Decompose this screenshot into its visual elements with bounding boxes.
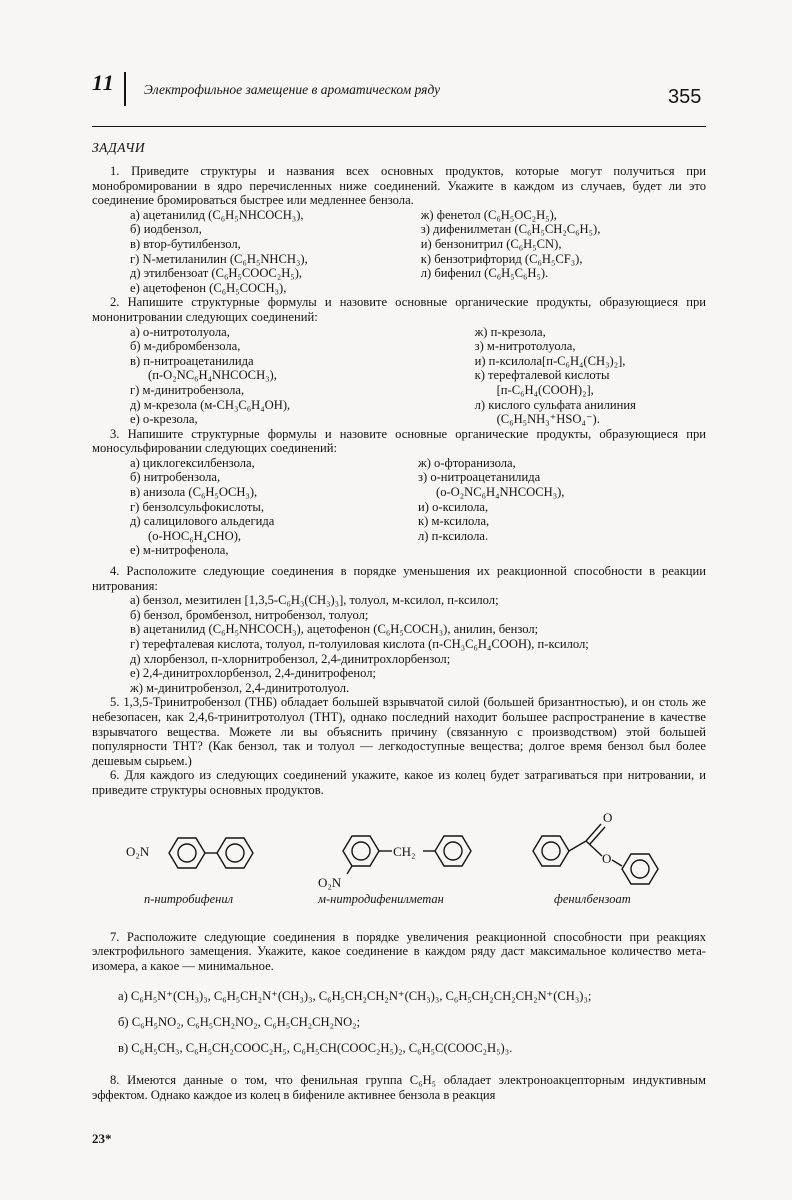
list-item: г) N-метиланилин (C₆H₅NHCH₃),	[130, 251, 308, 266]
structure-1-caption: п-нитробифенил	[144, 891, 234, 906]
list-item: а) о-нитротолуола,	[130, 324, 230, 339]
list-item: (п-O₂NC₆H₄NHCOCH₃),	[148, 368, 277, 383]
list-item: б) бензол, бромбензол, нитробензол, толуол;	[130, 607, 369, 622]
list-item: г) терефталевая кислота, толуол, п-толуиловая кислота (п-CH₃C₆H₄COOH), п-ксилол;	[130, 637, 589, 651]
carbonyl-o-label: O	[603, 809, 613, 825]
list-item: а) циклогексилбензола,	[130, 455, 255, 470]
problem-2-list	[92, 325, 706, 427]
list-item: [п-C₆H₄(COOH)₂],	[496, 382, 594, 397]
list-item: г) м-динитробензола,	[130, 382, 245, 397]
list-item: д) салицилового альдегида	[130, 514, 275, 529]
list-item: б) м-дибромбензола,	[130, 339, 241, 354]
list-item: б) иодбензол,	[130, 222, 202, 237]
list-item: (о-HOC₆H₄CHO),	[148, 528, 242, 543]
list-item: з) м-нитротолуола,	[474, 339, 576, 354]
structure-1-no2-label: O₂N	[126, 843, 150, 859]
list-item: е) ацетофенон (C₆H₅COCH₃),	[130, 280, 287, 295]
ring-f-aromatic	[631, 860, 649, 878]
ring-a	[169, 838, 205, 868]
list-item: и) бензонитрил (C₆H₅CN),	[420, 236, 562, 251]
structure-2-ch2-label: CH₂	[393, 843, 416, 859]
problem-6: 6. Для каждого из следующих соединений укажите, какое из колец будет затрагиваться при нитровании, и приведите структуры основных продуктов.	[92, 768, 706, 797]
formula-row: а) C₆H₅N⁺(CH₃)₃, C₆H₅CH₂N⁺(CH₃)₃, C₆H₅CH₂CH₂N⁺(CH₃)₃, C₆H₅CH₂CH₂CH₂N⁺(CH₃)₃;	[118, 989, 592, 1004]
problem-1-intro: 1. Приведите структуры и названия всех основных продуктов, которые могут получиться при монобромировании в ядро перечисленных ниже соединений. Укажите в каждом из случаев, будет ли это соединение бромироваться быстрее или медленнее бензола.	[92, 164, 706, 208]
list-item: в) п-нитроацетанилида	[130, 353, 254, 368]
ring-c	[343, 836, 379, 866]
list-item: ж) м-динитробензол, 2,4-динитротолуол.	[130, 680, 350, 695]
list-item: д) м-крезола (м-CH₃C₆H₄OH),	[130, 397, 291, 412]
header-rule	[92, 126, 706, 127]
list-item: ж) о-фторанизола,	[418, 455, 516, 470]
ring-e-aromatic	[542, 842, 560, 860]
page-number: 355	[668, 86, 702, 108]
ring-a-aromatic	[178, 844, 196, 862]
formula-row: б) C₆H₅NO₂, C₆H₅CH₂NO₂, C₆H₅CH₂CH₂NO₂;	[118, 1015, 361, 1030]
problem-7-rows	[92, 983, 706, 1061]
signature-mark: 23*	[92, 1131, 112, 1146]
header-divider	[124, 72, 126, 106]
list-item: ж) фенетол (C₆H₅OC₂H₅),	[420, 207, 557, 222]
ring-f	[622, 854, 658, 884]
list-item: л) бифенил (C₆H₅C₆H₅).	[420, 266, 549, 281]
ring-e	[533, 836, 569, 866]
list-item: в) ацетанилид (C₆H₅NHCOCH₃), ацетофенон (C₆H₅COCH₃), анилин, бензол;	[130, 622, 539, 637]
list-item: в) втор-бутилбензол,	[130, 236, 241, 251]
list-item: ж) п-крезола,	[474, 324, 546, 339]
problem-4-list	[92, 593, 706, 695]
problem-4-intro: 4. Расположите следующие соединения в порядке уменьшения их реакционной способности в реакции нитрования:	[92, 564, 706, 593]
phenyl-benzoate-structure	[533, 810, 658, 884]
list-item: и) п-ксилола[п-C₆H₄(CH₃)₂],	[474, 353, 626, 368]
list-item: е) м-нитрофенола,	[130, 543, 229, 558]
list-item: л) кислого сульфата анилиния	[474, 397, 636, 412]
list-item: (C₆H₅NH₃⁺HSO₄⁻).	[496, 412, 600, 427]
p-nitrobiphenyl-structure	[126, 838, 253, 868]
chapter-number: 11	[92, 70, 115, 95]
chapter-title: Электрофильное замещение в ароматическом ряду	[144, 82, 441, 97]
list-item: з) дифенилметан (C₆H₅CH₂C₆H₅),	[420, 222, 601, 237]
list-item: к) терефталевой кислоты	[474, 368, 610, 383]
list-item: в) анизола (C₆H₅OCH₃),	[130, 485, 258, 500]
ester-o-label: O	[602, 850, 612, 866]
list-item: а) ацетанилид (C₆H₅NHCOCH₃),	[130, 207, 304, 222]
list-item: (о-O₂NC₆H₄NHCOCH₃),	[436, 485, 565, 500]
list-item: з) о-нитроацетанилида	[418, 470, 541, 485]
structure-2-no2-label: O₂N	[318, 874, 342, 890]
problem-2-intro: 2. Напишите структурные формулы и назовите основные органические продукты, образующиеся при мононитровании следующих соединений:	[92, 295, 706, 324]
ring-d	[435, 836, 471, 866]
list-item: к) м-ксилола,	[418, 514, 490, 529]
list-item: б) нитробензола,	[130, 470, 221, 485]
list-item: е) о-крезола,	[130, 412, 198, 427]
list-item: л) п-ксилола.	[418, 528, 489, 543]
ring-d-aromatic	[444, 842, 462, 860]
list-item: а) бензол, мезитилен [1,3,5-C₆H₃(CH₃)₃], толуол, м-ксилол, п-ксилол;	[130, 593, 499, 608]
list-item: е) 2,4-динитрохлорбензол, 2,4-динитрофенол;	[130, 666, 377, 681]
list-item: д) этилбензоат (C₆H₅COOC₂H₅),	[130, 266, 303, 281]
problem-5: 5. 1,3,5-Тринитробензол (ТНБ) обладает большей взрывчатой силой (большей бризантностью), и он столь же небезопасен, как 2,4,6-тринитротолуол (ТНТ), однако последний находит большее распространение в качестве взрывчатого вещества. Можете ли вы объяснить причину (связанную с производством) этой большей популярности ТНТ? (Как бензол, так и толуол — легкодоступные вещества; долгое время бензол был более дешевым сырьем.)	[92, 695, 706, 768]
list-item: и) о-ксилола,	[418, 499, 489, 514]
problem-8: 8. Имеются данные о том, что фенильная группа C₆H₅ обладает электроноакцепторным индуктивным эффектом. Однако каждое из колец в бифениле активнее бензола в реакция	[92, 1073, 706, 1102]
ring-c-aromatic	[352, 842, 370, 860]
ring-b-aromatic	[226, 844, 244, 862]
formula-row: в) C₆H₅CH₃, C₆H₅CH₂COOC₂H₅, C₆H₅CH(COOC₂H₅)₂, C₆H₅C(COOC₂H₅)₃.	[118, 1041, 513, 1056]
section-title: ЗАДАЧИ	[92, 140, 146, 155]
list-item: г) бензолсульфокислоты,	[130, 499, 265, 514]
structure-2-caption: м-нитродифенилметан	[318, 891, 444, 906]
list-item: д) хлорбензол, п-хлорнитробензол, 2,4-динитрохлорбензол;	[130, 651, 451, 666]
structures-figure	[92, 798, 706, 918]
list-item: к) бензотрифторид (C₆H₅CF₃),	[420, 251, 583, 266]
problem-1-list	[92, 208, 706, 296]
structure-3-caption: фенилбензоат	[554, 891, 631, 906]
problems-body	[92, 164, 706, 1103]
problem-3-intro: 3. Напишите структурные формулы и назовите основные органические продукты, образующиеся при моносульфировании следующих соединений:	[92, 426, 706, 456]
ring-b	[217, 838, 253, 868]
problem-7: 7. Расположите следующие соединения в порядке увеличения реакционной способности при реакциях электрофильного замещения. Укажите, какое соединение в каждом ряду даст максимальное количество мета-изомера, а какое — минимальное.	[92, 929, 706, 973]
problem-3-list	[92, 456, 706, 558]
m-nitrodiphenylmethane-structure	[318, 836, 471, 890]
